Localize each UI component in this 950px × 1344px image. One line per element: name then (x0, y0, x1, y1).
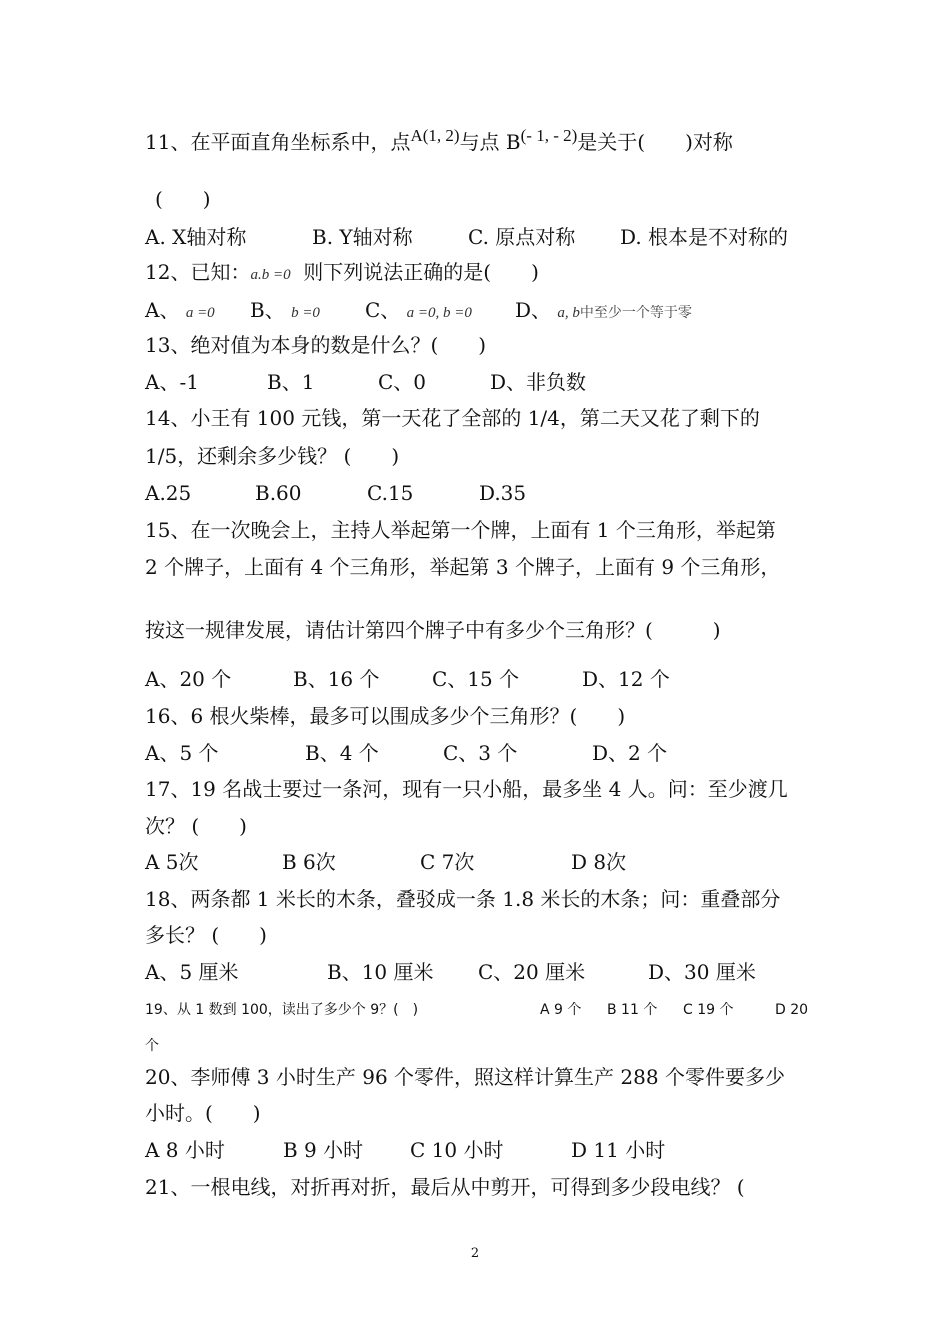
q20-line-2: 小时。( ) (145, 1101, 261, 1125)
q19-option-c: C 19 个 (683, 1002, 734, 1018)
q19-option-b: B 11 个 (607, 1002, 658, 1018)
q16-question: 16、6 根火柴棒，最多可以围成多少个三角形？( ) (145, 704, 626, 728)
q13-option-b: B、1 (267, 370, 315, 394)
q11-option-a: A. X轴对称 (145, 225, 247, 249)
q17-option-c: C 7次 (420, 850, 475, 874)
q15-option-b: B、16 个 (293, 667, 380, 691)
q14-option-d: D.35 (479, 481, 527, 505)
q11-option-b: B. Y轴对称 (312, 225, 413, 249)
q15-option-c: C、15 个 (432, 667, 520, 691)
q20-option-b: B 9 小时 (283, 1138, 364, 1162)
q16-option-b: B、4 个 (305, 741, 379, 765)
q11-paren: ( ) (155, 187, 211, 211)
q14-option-c: C.15 (367, 481, 414, 505)
q15-line-2: 2 个牌子，上面有 4 个三角形，举起第 3 个牌子，上面有 9 个三角形， (145, 555, 781, 579)
q17-line-1: 17、19 名战士要过一条河，现有一只小船，最多坐 4 人。问：至少渡几 (145, 777, 788, 801)
q13-question: 13、绝对值为本身的数是什么？( ) (145, 333, 487, 357)
q20-option-a: A 8 小时 (145, 1138, 225, 1162)
q11-post: 是关于( )对称 (577, 130, 733, 154)
q14-option-a: A.25 (145, 481, 192, 505)
q19-option-a: A 9 个 (540, 1002, 582, 1018)
q11-point-a: A(1, 2) (410, 126, 460, 145)
q14-option-b: B.60 (255, 481, 302, 505)
q19-question: 19、从 1 数到 100，读出了多少个 9？( ) (145, 1002, 419, 1018)
q15-line-3: 按这一规律发展，请估计第四个牌子中有多少个三角形？( ) (145, 618, 721, 642)
q17-option-b: B 6次 (282, 850, 336, 874)
q19-option-d: D 20 (775, 1002, 809, 1018)
q12-pre: 12、已知： (145, 260, 251, 284)
q13-option-a: A、-1 (145, 370, 199, 394)
q11-option-d: D. 根本是不对称的 (620, 225, 789, 249)
q11-mid: 与点 B (459, 130, 521, 154)
q11-line (145, 126, 733, 156)
q20-line-1: 20、李师傅 3 小时生产 96 个零件，照这样计算生产 288 个零件要多少 (145, 1065, 785, 1089)
q21-question: 21、一根电线，对折再对折，最后从中剪开，可得到多少段电线？ ( (145, 1175, 745, 1199)
q12-option-c: C、 a =0, b =0 (365, 298, 472, 322)
q18-line-2: 多长？ ( ) (145, 923, 267, 947)
q16-option-a: A、5 个 (145, 741, 219, 765)
q18-option-d: D、30 厘米 (648, 960, 756, 984)
q12-line (145, 260, 539, 287)
q14-line-1: 14、小王有 100 元钱，第一天花了全部的 1/4，第二天又花了剩下的 (145, 406, 760, 430)
q12-option-a: A、 a =0 (145, 298, 215, 322)
q17-line-2: 次？ ( ) (145, 814, 247, 838)
q20-option-c: C 10 小时 (410, 1138, 504, 1162)
q16-option-d: D、2 个 (592, 741, 668, 765)
q18-option-b: B、10 厘米 (327, 960, 434, 984)
q15-option-d: D、12 个 (582, 667, 670, 691)
q13-option-c: C、0 (378, 370, 427, 394)
page-number: 2 (470, 1246, 480, 1261)
q14-line-2: 1/5，还剩余多少钱？ ( ) (145, 444, 400, 468)
q20-option-d: D 11 小时 (571, 1138, 666, 1162)
q18-option-c: C、20 厘米 (478, 960, 586, 984)
q18-option-a: A、5 厘米 (145, 960, 239, 984)
q11-pre: 11、在平面直角坐标系中，点 (145, 130, 411, 154)
q12-expr: a.b =0 (250, 267, 291, 283)
q17-option-a: A 5次 (145, 850, 199, 874)
q19-wrap: 个 (145, 1038, 159, 1054)
q15-line-1: 15、在一次晚会上，主持人举起第一个牌，上面有 1 个三角形，举起第 (145, 518, 776, 542)
q13-option-d: D、非负数 (490, 370, 587, 394)
q12-option-d: D、 a, b中至少一个等于零 (515, 298, 692, 322)
q12-post: 则下列说法正确的是( ) (303, 260, 539, 284)
q16-option-c: C、3 个 (443, 741, 518, 765)
q15-option-a: A、20 个 (145, 667, 232, 691)
q12-option-b: B、 b =0 (250, 298, 320, 322)
q18-line-1: 18、两条都 1 米长的木条，叠驳成一条 1.8 米长的木条；问：重叠部分 (145, 887, 781, 911)
q11-point-b: (- 1, - 2) (520, 126, 578, 145)
q17-option-d: D 8次 (571, 850, 627, 874)
q11-option-c: C. 原点对称 (468, 225, 576, 249)
